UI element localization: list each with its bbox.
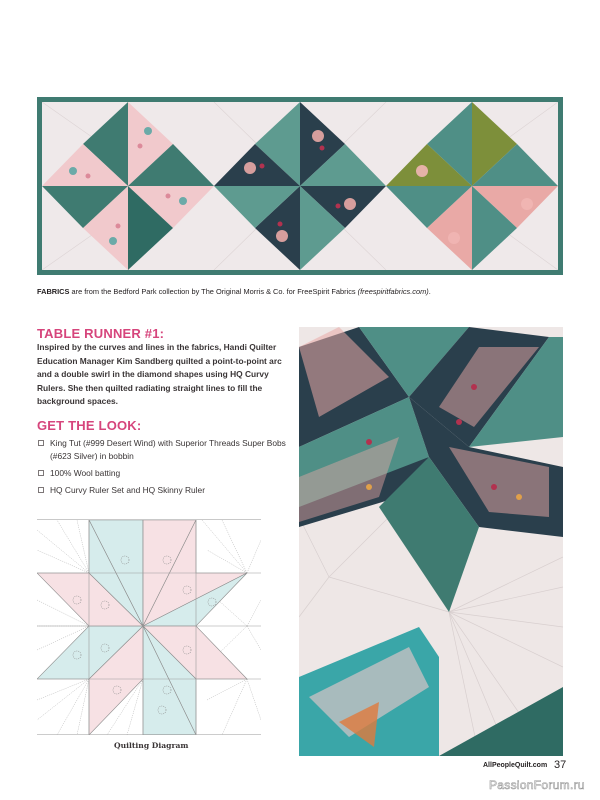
checkbox-icon	[38, 487, 44, 493]
caption-text: are from the Bedford Park collection by The Original Morris & Co. for FreeSpirit Fabrics	[69, 287, 358, 296]
checkbox-icon	[38, 470, 44, 476]
list-item-text: 100% Wool batting	[50, 467, 121, 478]
get-the-look-list	[37, 437, 287, 501]
list-item-text: King Tut (#999 Desert Wind) with Superior Threads Super Bobs (#623 Silver) in bobbin	[50, 438, 286, 461]
get-the-look-title: GET THE LOOK:	[37, 418, 142, 433]
list-item	[37, 467, 287, 480]
caption-lead: FABRICS	[37, 287, 70, 296]
diagram-caption: Quilting Diagram	[114, 741, 189, 750]
section-body: Inspired by the curves and lines in the fabrics, Handi Quilter Education Manager Kim Sandberg quilted a point-to-point arc and a double swirl in the diamond shapes using HQ Curvy Rulers. She then quilted radiating straight lines to fill the background spaces.	[37, 342, 282, 407]
caption-link: (freespiritfabrics.com)	[357, 287, 429, 296]
quilting-diagram-illustration	[37, 520, 261, 735]
page-number: 37	[554, 759, 567, 771]
caption-end: .	[428, 287, 431, 296]
watermark: PassionForum.ru	[489, 778, 585, 792]
list-item	[37, 437, 287, 462]
list-item-text: HQ Curvy Ruler Set and HQ Skinny Ruler	[50, 484, 205, 495]
runner-stars-illustration	[42, 102, 558, 270]
section-title: TABLE RUNNER #1:	[37, 326, 165, 341]
star-detail-photo	[299, 327, 563, 756]
fabrics-caption	[37, 287, 567, 297]
quilting-diagram	[37, 519, 261, 734]
star-detail-illustration	[299, 327, 563, 756]
table-runner-photo	[37, 97, 563, 275]
checkbox-icon	[38, 440, 44, 446]
footer-site: AllPeopleQuilt.com	[483, 762, 548, 769]
list-item	[37, 484, 287, 497]
